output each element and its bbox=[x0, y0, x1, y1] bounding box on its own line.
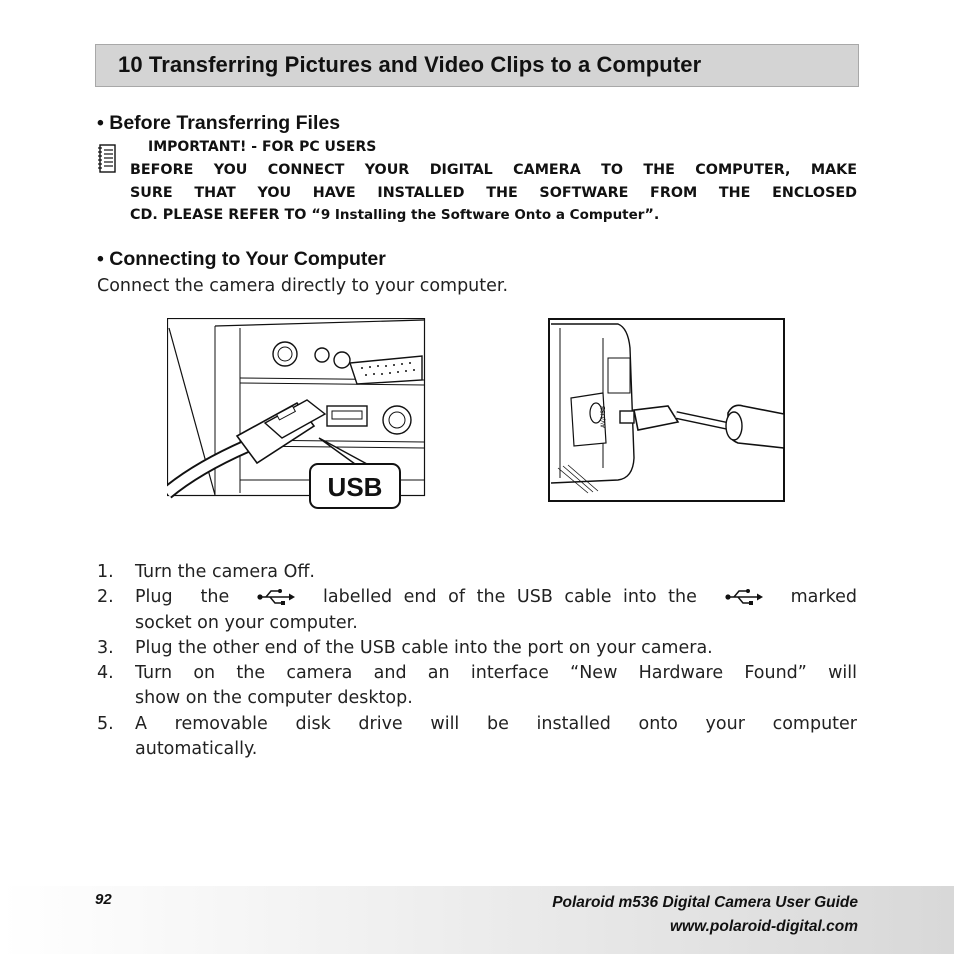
step-3-number: 3. bbox=[97, 638, 114, 658]
computer-usb-port-illustration bbox=[167, 318, 427, 510]
note-label: IMPORTANT! - FOR PC USERS bbox=[148, 139, 377, 155]
usb-symbol-icon bbox=[257, 588, 295, 606]
notepad-icon bbox=[97, 143, 117, 174]
step-4-number: 4. bbox=[97, 663, 114, 683]
step-1-text: Turn the camera Off. bbox=[135, 562, 315, 582]
step-2-number: 2. bbox=[97, 587, 114, 607]
guide-title: Polaroid m536 Digital Camera User Guide bbox=[552, 894, 858, 911]
usb-callout-label: USB bbox=[327, 472, 383, 502]
step-2-text bbox=[135, 587, 857, 607]
step-5-continuation: automatically. bbox=[135, 739, 258, 759]
intro-text: Connect the camera directly to your computer. bbox=[97, 276, 509, 296]
camera-usb-port-illustration bbox=[548, 318, 786, 504]
note-line-3-prefix: CD. PLEASE REFER TO “ bbox=[130, 207, 321, 223]
step-3-text: Plug the other end of the USB cable into the port on your camera. bbox=[135, 638, 713, 658]
step-2-continuation: socket on your computer. bbox=[135, 613, 358, 633]
note-line-3 bbox=[130, 207, 659, 223]
step-4-text: Turn on the camera and an interface “New Hardware Found” will bbox=[135, 663, 857, 683]
step-5-number: 5. bbox=[97, 714, 114, 734]
note-reference: 9 Installing the Software Onto a Computer bbox=[320, 207, 645, 223]
page-number: 92 bbox=[95, 891, 112, 908]
note-line-1: BEFORE YOU CONNECT YOUR DIGITAL CAMERA TO THE COMPUTER, MAKE bbox=[130, 162, 857, 178]
step-2-word-d: marked bbox=[790, 587, 857, 607]
section-heading-before-transferring: • Before Transferring Files bbox=[97, 112, 341, 134]
title-bar bbox=[95, 44, 859, 87]
note-line-3-suffix: ”. bbox=[644, 207, 660, 223]
svg-text:AV/USB: AV/USB bbox=[600, 405, 607, 428]
step-2-word-a: Plug bbox=[135, 587, 173, 607]
page-title: 10 Transferring Pictures and Video Clips to a Computer bbox=[118, 52, 702, 77]
website-url: www.polaroid-digital.com bbox=[669, 918, 858, 935]
step-4-continuation: show on the computer desktop. bbox=[135, 688, 413, 708]
step-1-number: 1. bbox=[97, 562, 114, 582]
usb-symbol-icon bbox=[725, 588, 763, 606]
step-5-text: A removable disk drive will be installed onto your computer bbox=[135, 714, 857, 734]
step-2-word-c: labelled end of the USB cable into the bbox=[323, 587, 697, 607]
section-heading-connecting: • Connecting to Your Computer bbox=[97, 248, 386, 270]
note-line-2: SURE THAT YOU HAVE INSTALLED THE SOFTWARE FROM THE ENCLOSED bbox=[130, 185, 857, 201]
step-2-word-b: the bbox=[200, 587, 230, 607]
